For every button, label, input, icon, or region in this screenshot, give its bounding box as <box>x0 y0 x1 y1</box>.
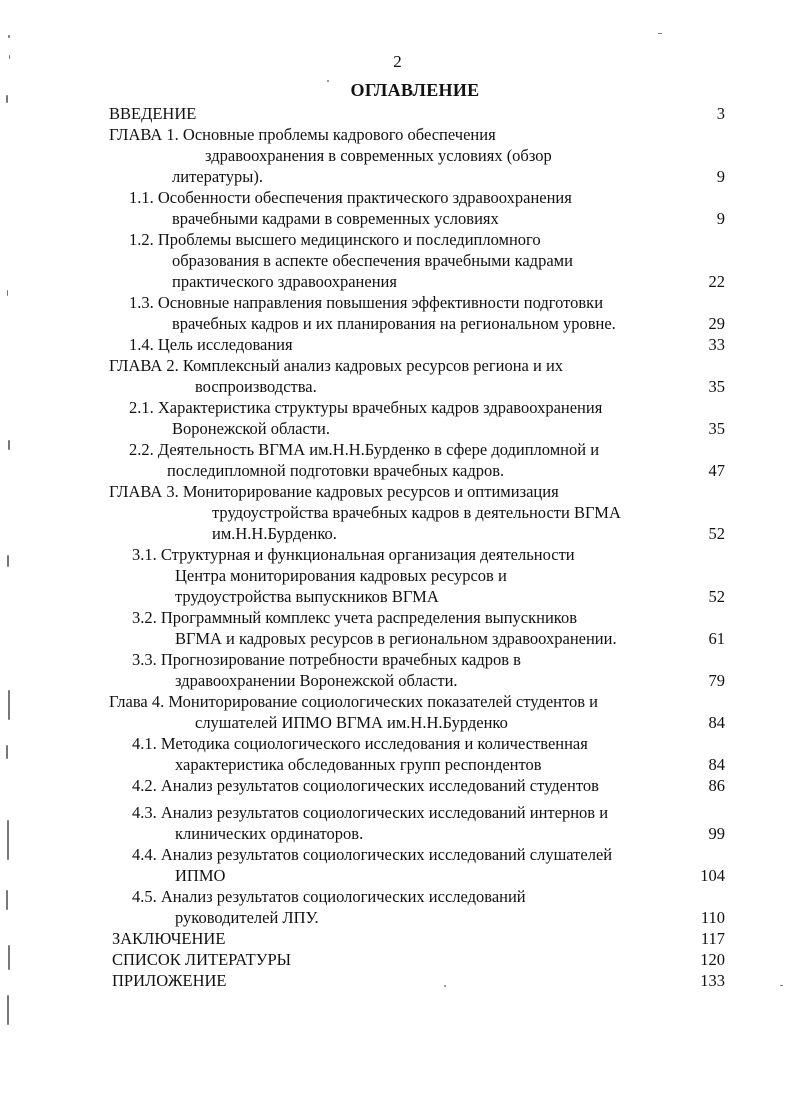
toc-page-number: 9 <box>716 167 725 186</box>
toc-line-text: 3.1. Структурная и функциональная организация деятельности <box>132 545 575 564</box>
toc-page-number: 22 <box>708 272 725 291</box>
toc-page-number: 104 <box>700 866 725 885</box>
toc-line-text: Центра мониторирования кадровых ресурсов и <box>175 566 507 585</box>
toc-line-text: 2.2. Деятельность ВГМА им.Н.Н.Бурденко в сфере додипломной и <box>129 440 600 459</box>
toc-line-text: последипломной подготовки врачебных кадров. <box>167 461 505 480</box>
toc-line-text: руководителей ЛПУ. <box>175 908 319 927</box>
toc-page-number: 52 <box>708 587 725 606</box>
page-number: 2 <box>393 52 402 71</box>
toc-line-text: здравоохранении Воронежской области. <box>175 671 458 690</box>
toc-line-text: 2.1. Характеристика структуры врачебных кадров здравоохранения <box>129 398 603 417</box>
toc-line-text: 4.4. Анализ результатов социологических исследований слушателей <box>132 845 613 864</box>
toc-line-text: ПРИЛОЖЕНИЕ <box>112 971 227 990</box>
toc-page-number: 84 <box>708 713 725 732</box>
toc-line-text: 4.1. Методика социологического исследования и количественная <box>132 734 588 753</box>
toc-page-number: 110 <box>700 908 725 927</box>
toc-line-text: 4.2. Анализ результатов социологических исследований студентов <box>132 776 599 795</box>
toc-line-text: трудоустройства врачебных кадров в деятельности ВГМА <box>212 503 621 522</box>
toc-page-number: 35 <box>708 419 725 438</box>
toc-line-text: 4.5. Анализ результатов социологических исследований <box>132 887 526 906</box>
toc-page-number: 99 <box>708 824 725 843</box>
toc-line-text: ГЛАВА 1. Основные проблемы кадрового обеспечения <box>109 125 496 144</box>
toc-page-number: 84 <box>708 755 725 774</box>
toc-line-text: клинических ординаторов. <box>175 824 364 843</box>
toc-line-text: 1.2. Проблемы высшего медицинского и последипломного <box>129 230 541 249</box>
toc-page-number: 9 <box>716 209 725 228</box>
toc-line-text: 3.2. Программный комплекс учета распределения выпускников <box>132 608 578 627</box>
toc-line-text: 4.3. Анализ результатов социологических исследований интернов и <box>132 803 609 822</box>
toc-line-text: трудоустройства выпускников ВГМА <box>175 587 439 606</box>
toc-page-number: 120 <box>700 950 725 969</box>
toc-line-text: практического здравоохранения <box>172 272 397 291</box>
toc-page-number: 29 <box>708 314 725 333</box>
toc-line-text: 1.3. Основные направления повышения эффективности подготовки <box>129 293 604 312</box>
page-title: ОГЛАВЛЕНИЕ <box>350 80 480 100</box>
toc-line-text: ГЛАВА 2. Комплексный анализ кадровых ресурсов региона и их <box>109 356 564 375</box>
toc-line-text: 1.4. Цель исследования <box>129 335 293 354</box>
toc-line-text: 3.3. Прогнозирование потребности врачебных кадров в <box>132 650 521 669</box>
toc-line-text: Воронежской области. <box>172 419 330 438</box>
toc-page-number: 86 <box>708 776 725 795</box>
toc-line-text: ГЛАВА 3. Мониторирование кадровых ресурсов и оптимизация <box>109 482 559 501</box>
toc-page-number: 3 <box>716 104 725 123</box>
toc-line-text: 1.1. Особенности обеспечения практического здравоохранения <box>129 188 572 207</box>
toc-line-text: им.Н.Н.Бурденко. <box>212 524 337 543</box>
toc-page-number: 79 <box>708 671 725 690</box>
toc-page-number: 52 <box>708 524 725 543</box>
toc-page-number: 35 <box>708 377 725 396</box>
toc-line-text: врачебными кадрами в современных условиях <box>172 209 499 228</box>
toc-page-number: 61 <box>708 629 725 648</box>
toc-line-text: ЗАКЛЮЧЕНИЕ <box>112 929 226 948</box>
toc-line-text: ИПМО <box>175 866 226 885</box>
toc-line-text: литературы). <box>172 167 263 186</box>
toc-page-number: 133 <box>700 971 725 990</box>
toc-line-text: ВВЕДЕНИЕ <box>109 104 197 123</box>
toc-line-text: образования в аспекте обеспечения врачебными кадрами <box>172 251 573 270</box>
toc-line-text: здравоохранения в современных условиях (обзор <box>205 146 552 165</box>
toc-line-text: характеристика обследованных групп респондентов <box>175 755 542 774</box>
toc-page-number: 33 <box>708 335 725 354</box>
toc-line-text: Глава 4. Мониторирование социологических показателей студентов и <box>109 692 598 711</box>
toc-line-text: воспроизводства. <box>195 377 317 396</box>
toc-page-number: 47 <box>708 461 725 480</box>
toc-line-text: слушателей ИПМО ВГМА им.Н.Н.Бурденко <box>195 713 508 732</box>
toc-line-text: врачебных кадров и их планирования на региональном уровне. <box>172 314 616 333</box>
toc-line-text: ВГМА и кадровых ресурсов в региональном здравоохранении. <box>175 629 617 648</box>
toc-page-number: 117 <box>700 929 725 948</box>
toc-line-text: СПИСОК ЛИТЕРАТУРЫ <box>112 950 292 969</box>
